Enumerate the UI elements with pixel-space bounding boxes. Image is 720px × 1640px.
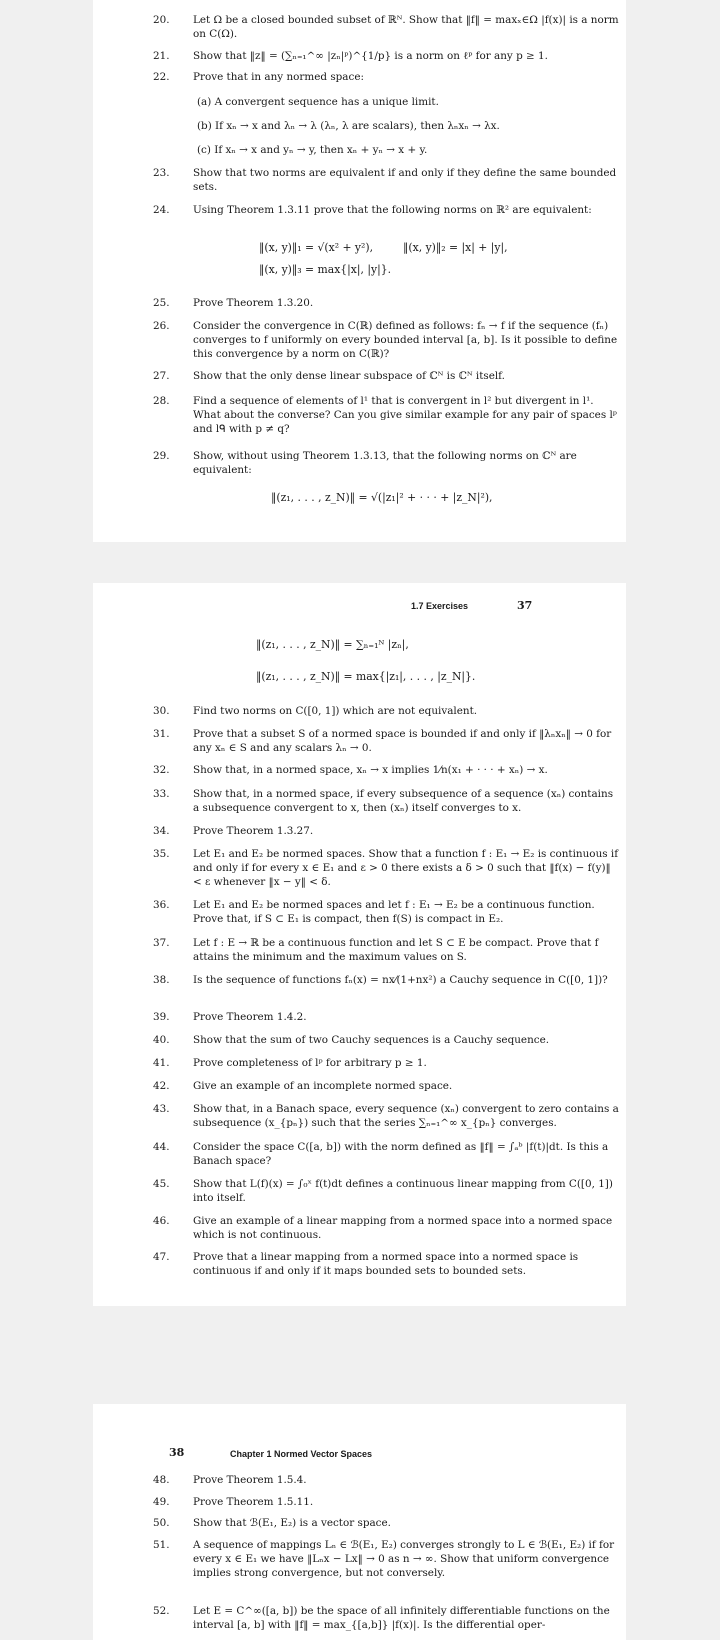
exercise-43: 43. Show that, in a Banach space, every sequence (xₙ) convergent to zero contains a subsequence (x_{pₙ}) such that the series ∑ₙ₌₁^∞ x_{pₙ} converges. xyxy=(153,1103,619,1129)
exercise-44: 44. Consider the space C([a, b]) with the norm defined as ‖f‖ = ∫ₐᵇ |f(t)|dt. Is this a Banach space? xyxy=(153,1141,609,1167)
exercise-34: 34. Prove Theorem 1.3.27. xyxy=(153,825,314,837)
exercise-46: 46. Give an example of a linear mapping from a normed space into a normed space which is not continuous. xyxy=(153,1215,613,1241)
exercise-23: 23. Show that two norms are equivalent if and only if they define the same bounded sets. xyxy=(153,167,617,193)
exercise-29: 29. Show, without using Theorem 1.3.13, that the following norms on ℂᴺ are equivalent: xyxy=(153,450,577,476)
exercise-20: 20. Let Ω be a closed bounded subset of ℝᴺ. Show that ‖f‖ = maxₓ∈Ω |f(x)| is a norm on C(Ω). xyxy=(153,14,619,40)
running-header: 1.7 Exercises xyxy=(411,601,469,611)
exercise-45: 45. Show that L(f)(x) = ∫₀ˣ f(t)dt defines a continuous linear mapping from C([0, 1]) into itself. xyxy=(153,1178,613,1204)
exercise-27: 27. Show that the only dense linear subspace of ℂᴺ is ℂᴺ itself. xyxy=(153,370,505,382)
exercise-31: 31. Prove that a subset S of a normed space is bounded if and only if ‖λₙxₙ‖ → 0 for any xₙ ∈ S and any scalars λₙ → 0. xyxy=(153,728,612,754)
running-header: Chapter 1 Normed Vector Spaces xyxy=(230,1449,373,1459)
page-number: 38 xyxy=(169,1446,185,1459)
exercise-40: 40. Show that the sum of two Cauchy sequences is a Cauchy sequence. xyxy=(153,1034,550,1046)
exercise-22-part-a: (a) A convergent sequence has a unique limit. xyxy=(197,96,439,108)
exercise-32: 32. Show that, in a normed space, xₙ → x implies 1⁄n(x₁ + · · · + xₙ) → x. xyxy=(153,764,548,776)
exercise-51: 51. A sequence of mappings Lₙ ∈ ℬ(E₁, E₂) converges strongly to L ∈ ℬ(E₁, E₂) if for every x ∈ E₁ we have ‖Lₙx − Lx‖ → 0 as n → ∞. Show that uniform convergence implies strong convergence, but not conversely. xyxy=(153,1539,615,1579)
exercise-50: 50. Show that ℬ(E₁, E₂) is a vector space. xyxy=(153,1517,391,1529)
exercise-26: 26. Consider the convergence in C(ℝ) defined as follows: fₙ → f if the sequence (fₙ) converges to f uniformly on every bounded interval [a, b]. Is it possible to define this convergence by a norm on C(ℝ)? xyxy=(153,320,618,360)
exercise-36: 36. Let E₁ and E₂ be normed spaces and let f : E₁ → E₂ be a continuous function. Prove that, if S ⊂ E₁ is compact, then f(S) is compact in E₂. xyxy=(153,899,595,925)
exercise-25: 25. Prove Theorem 1.3.20. xyxy=(153,297,314,309)
exercise-22-part-b: (b) If xₙ → x and λₙ → λ (λₙ, λ are scalars), then λₙxₙ → λx. xyxy=(197,120,500,132)
exercise-30: 30. Find two norms on C([0, 1]) which are not equivalent. xyxy=(153,705,478,717)
equation-norm-2: ‖(x, y)‖₂ = |x| + |y|, xyxy=(403,241,508,254)
exercise-21: 21. Show that ‖z‖ = (∑ₙ₌₁^∞ |zₙ|ᵖ)^{1/p} is a norm on ℓᵖ for any p ≥ 1. xyxy=(153,50,548,62)
exercise-41: 41. Prove completeness of lᵖ for arbitrary p ≥ 1. xyxy=(153,1057,427,1069)
equation-norm-3: ‖(x, y)‖₃ = max{|x|, |y|}. xyxy=(259,263,392,276)
exercise-35: 35. Let E₁ and E₂ be normed spaces. Show that a function f : E₁ → E₂ is continuous if and only if for every x ∈ E₁ and ε > 0 there exists a δ > 0 such that ‖f(x) − f(y)‖ < ε whenever ‖x − y‖ < δ. xyxy=(153,848,619,888)
book-page-2 xyxy=(93,583,626,1306)
equation-euclidean-norm: ‖(z₁, . . . , z_N)‖ = √(|z₁|² + · · · + |z_N|²), xyxy=(271,491,493,504)
exercise-28: 28. Find a sequence of elements of l¹ that is convergent in l² but divergent in l¹. What about the converse? Can you give similar example for any pair of spaces lᵖ and lᑫ with p ≠ q? xyxy=(153,395,617,435)
book-page-3 xyxy=(93,1404,626,1640)
exercise-33: 33. Show that, in a normed space, if every subsequence of a sequence (xₙ) contains a subsequence convergent to x, then (xₙ) itself converges to x. xyxy=(153,788,614,814)
equation-max-norm: ‖(z₁, . . . , z_N)‖ = max{|z₁|, . . . , |z_N|}. xyxy=(256,670,476,683)
exercise-42: 42. Give an example of an incomplete normed space. xyxy=(153,1080,453,1092)
exercise-52: 52. Let E = C^∞([a, b]) be the space of all infinitely differentiable functions on the interval [a, b] with ‖f‖ = max_{[a,b]} |f(x)|. Is the differential oper- xyxy=(153,1605,610,1631)
exercise-22-part-c: (c) If xₙ → x and yₙ → y, then xₙ + yₙ → x + y. xyxy=(197,144,428,156)
book-page-1 xyxy=(93,0,626,542)
exercise-37: 37. Let f : E → ℝ be a continuous function and let S ⊂ E be compact. Prove that f attains the minimum and the maximum values on S. xyxy=(153,937,599,963)
exercise-48: 48. Prove Theorem 1.5.4. xyxy=(153,1474,307,1486)
exercise-38: 38. Is the sequence of functions fₙ(x) = nx⁄(1+nx²) a Cauchy sequence in C([0, 1])? xyxy=(153,974,608,986)
exercise-49: 49. Prove Theorem 1.5.11. xyxy=(153,1496,314,1508)
exercise-47: 47. Prove that a linear mapping from a normed space into a normed space is continuous if and only if it maps bounded sets to bounded sets. xyxy=(153,1251,579,1277)
page-number: 37 xyxy=(517,599,533,612)
exercise-24: 24. Using Theorem 1.3.11 prove that the following norms on ℝ² are equivalent: xyxy=(153,204,592,216)
equation-norm-1: ‖(x, y)‖₁ = √(x² + y²), xyxy=(259,241,374,254)
exercise-39: 39. Prove Theorem 1.4.2. xyxy=(153,1011,307,1023)
exercise-22: 22. Prove that in any normed space: xyxy=(153,71,364,83)
equation-sum-norm: ‖(z₁, . . . , z_N)‖ = ∑ₙ₌₁ᴺ |zₙ|, xyxy=(256,638,409,651)
